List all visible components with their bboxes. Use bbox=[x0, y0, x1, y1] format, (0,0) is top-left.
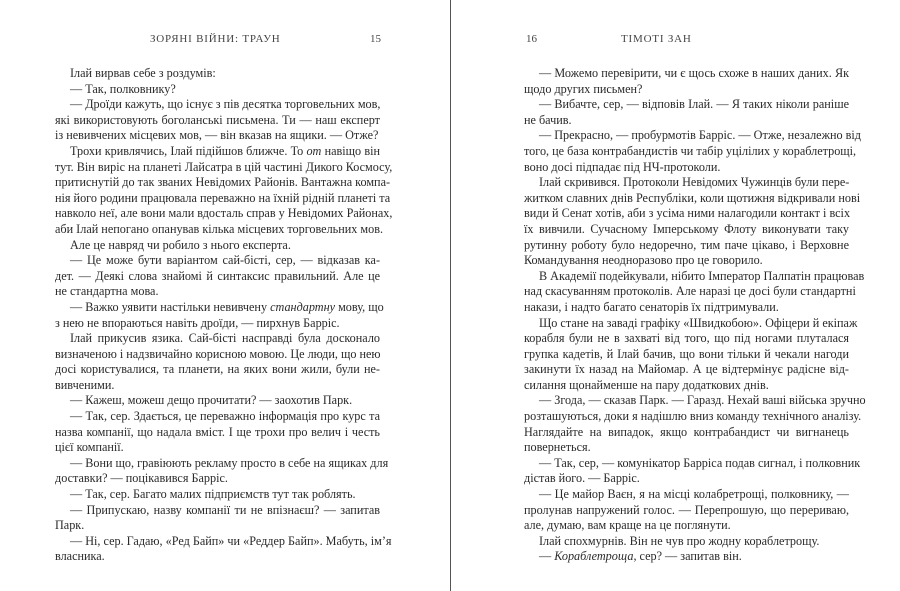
paragraph bbox=[524, 175, 861, 269]
paragraph bbox=[524, 268, 865, 316]
body-text bbox=[524, 66, 866, 565]
text-run: мову, що bbox=[335, 299, 384, 314]
text-line: — Можемо перевірити, чи є щось схоже в наших даних. Як bbox=[539, 66, 849, 80]
text-line: — Вибачте, сер, — відповів Ілай. — Я таких ніколи раніше bbox=[539, 97, 849, 112]
text-line: із невивчених місцевих мов, — він вказав на ящики. — Отже? bbox=[55, 128, 379, 143]
paragraph bbox=[524, 534, 849, 550]
text-line: — Так, сер. Здається, це переважно інформація про курс та bbox=[70, 409, 380, 424]
paragraph bbox=[55, 455, 389, 487]
text-line: Ілай спохмурнів. Він не чув про жодну кораблетрощу. bbox=[539, 533, 820, 548]
text-line: силання щонайменше на пару додаткових днів. bbox=[524, 377, 769, 392]
text-run: — Важко уявити настільки невивчену bbox=[70, 299, 271, 314]
text-line: — Ні, сер. Гадаю, «Ред Байп» чи «Реддер Байп». Мабуть, ім’я bbox=[70, 533, 392, 548]
paragraph bbox=[55, 299, 384, 331]
text-line: — Кажеш, можеш дещо прочитати? — заохотив Парк. bbox=[70, 393, 353, 408]
paragraph bbox=[524, 393, 866, 455]
text-line: власника. bbox=[55, 549, 105, 564]
paragraph bbox=[524, 315, 858, 394]
paragraph bbox=[55, 409, 380, 456]
text-line: тут. Він виріс на планеті Лайсатра в цій частині Дикого Космосу, bbox=[55, 159, 393, 174]
text-line: нія його родини працювала переважно на їхній рідній планеті та bbox=[55, 190, 391, 205]
text-line: — Це може бути варіантом сай-бісті, сер, — відказав ка- bbox=[70, 253, 380, 268]
text-run: — bbox=[539, 549, 555, 564]
text-line: В Академії подейкували, нібито Імператор Палпатін працював bbox=[539, 268, 865, 283]
text-run: навіщо він bbox=[321, 143, 380, 158]
paragraph bbox=[55, 66, 380, 82]
text-line: доставки? — поцікавився Барріс. bbox=[55, 471, 228, 486]
italic-text: Кораблетроща bbox=[554, 549, 634, 564]
text-line: — Згода, — сказав Парк. — Гаразд. Нехай ваші війська зручно bbox=[539, 393, 866, 408]
text-line: не бачив. bbox=[524, 112, 572, 127]
paragraph bbox=[55, 97, 380, 144]
text-line: які використовують боголанські письмена. Ти — наш експерт bbox=[55, 112, 380, 127]
text-line: — Припускаю, назву компанії ти не впізнаєш? — запитав bbox=[70, 502, 380, 517]
paragraph bbox=[55, 82, 380, 98]
text-line: повернеться. bbox=[524, 440, 591, 455]
text-line: — Так, сер, — комунікатор Барріса подав сигнал, і полковник bbox=[539, 455, 861, 470]
text-line: над скасуванням протоколів. Але наразі це досі були стандартні bbox=[524, 284, 856, 299]
text-line: Парк. bbox=[55, 518, 85, 533]
text-line: пролунав напружений голос. — Перепрошую, що перериваю, bbox=[524, 502, 849, 517]
page-number: 15 bbox=[370, 33, 381, 45]
text-line: Ілай прикусив язика. Сай-бісті насправді була досконало bbox=[70, 331, 380, 346]
paragraph bbox=[55, 533, 392, 565]
text-line: аби Ілай непогано опанував кілька місцевих торговельних мов. bbox=[55, 221, 384, 236]
text-line bbox=[55, 144, 380, 160]
text-line: щодо других письмен? bbox=[524, 81, 643, 96]
paragraph bbox=[524, 66, 849, 97]
text-line bbox=[55, 299, 384, 316]
text-line: житком славних днів Республіки, коли щотижня відкривали нові bbox=[524, 190, 861, 205]
paragraph bbox=[55, 393, 380, 409]
text-run: , сер? — запитав він. bbox=[633, 549, 742, 564]
text-line: Але це навряд чи робило з нього експерта. bbox=[70, 237, 291, 252]
text-line: розташуються, доки я надішлю вниз команду технічного аналізу. bbox=[524, 409, 862, 424]
text-line: не стандартна мова. bbox=[55, 284, 159, 299]
paragraph bbox=[524, 487, 849, 534]
text-run: Трохи кривлячись, Ілай підійшов ближче. То bbox=[70, 143, 307, 158]
page-number: 16 bbox=[526, 33, 537, 45]
text-line: їх вивчили. Сучасному Імперському Флоту виконувати таку bbox=[524, 221, 849, 236]
text-line: але, думаю, вам краще на це поглянути. bbox=[524, 518, 731, 533]
italic-text: стандартну bbox=[270, 299, 336, 314]
text-line: — Прекрасно, — пробурмотів Барріс. — Отже, незалежно від bbox=[539, 128, 862, 143]
paragraph bbox=[55, 331, 380, 393]
running-head: ТІМОТІ ЗАН bbox=[621, 33, 692, 45]
paragraph bbox=[524, 97, 849, 128]
text-line: накази, і надто багато сенаторів їх підтримували. bbox=[524, 299, 779, 314]
text-line: назва компанії, що надала вміст. І ще трохи про велич і честь bbox=[55, 424, 380, 439]
text-line: — Дроїди кажуть, що існує з пів десятка торговельних мов, bbox=[70, 97, 381, 112]
text-line: — Так, полковнику? bbox=[70, 81, 176, 96]
text-line: дет. — Деякі слова знайомі й синтаксис правильний. Але це bbox=[55, 268, 380, 283]
paragraph bbox=[524, 549, 849, 565]
text-line: Що стане на заваді графіку «Швидкобою». Офіцери й екіпаж bbox=[539, 315, 858, 330]
italic-text: от bbox=[306, 143, 322, 158]
paragraph bbox=[55, 487, 380, 503]
text-line: корабля були не в захваті від того, що під ногами плуталася bbox=[524, 331, 849, 346]
running-head: ЗОРЯНІ ВІЙНИ: ТРАУН bbox=[150, 33, 281, 45]
text-line: досі користувалися, та планети, на яких вони жили, були не- bbox=[55, 362, 380, 377]
text-line: Командування неодноразово про це говорило. bbox=[524, 253, 763, 268]
text-line: — Вони що, гравіюють рекламу просто в себе на ящиках для bbox=[70, 455, 389, 470]
text-line: воно досі підпадає під НЧ-протоколи. bbox=[524, 159, 721, 174]
text-line: закинути їх назад на Майомар. А це відтермінує радісне від- bbox=[524, 362, 849, 377]
text-line: з нею не впораються навіть дроїди, — пирхнув Барріс. bbox=[55, 315, 340, 330]
body-text bbox=[55, 66, 393, 565]
paragraph bbox=[55, 143, 393, 238]
text-line: дістав його. — Барріс. bbox=[524, 471, 640, 486]
paragraph bbox=[55, 253, 380, 300]
text-line: того, це база контрабандистів чи табір уцілілих у кораблетрощі, bbox=[524, 143, 857, 158]
paragraph bbox=[55, 238, 380, 254]
text-line: Ілай скривився. Протоколи Невідомих Чужинців були пере- bbox=[539, 175, 850, 190]
text-line: рутинну роботу було недоречно, тим паче цікаво, і Верховне bbox=[524, 237, 849, 252]
text-line: вивченими. bbox=[55, 377, 115, 392]
text-line: — Це майор Ваєн, я на місці колабретрощі, полковнику, — bbox=[539, 487, 849, 502]
text-line: групка кадетів, й Ілай бачив, що вони тільки й чекали нагоди bbox=[524, 346, 849, 361]
text-line: Ілай вирвав себе з роздумів: bbox=[70, 66, 216, 80]
text-line: навколо неї, але вони мали вдосталь справ у Невідомих Районах, bbox=[55, 206, 393, 221]
text-line: — Так, сер. Багато малих підприємств тут так роблять. bbox=[70, 487, 356, 502]
paragraph bbox=[524, 455, 861, 487]
text-line: цієї компанії. bbox=[55, 440, 124, 455]
text-line: визначеною і надзвичайно корисною мовою. Це люди, що нею bbox=[55, 346, 381, 361]
right-page bbox=[451, 0, 900, 591]
text-line bbox=[524, 549, 849, 565]
text-line: Наглядайте на випадок, якщо контрабандист чи вигнанець bbox=[524, 424, 849, 439]
paragraph bbox=[55, 503, 380, 534]
text-line: види й Сенат хотів, аби з усіма ними налагодили контакт і всіх bbox=[524, 206, 851, 221]
text-line: притиснутій до так званих Невідомих Районів. Вантажна компа- bbox=[55, 175, 391, 190]
paragraph bbox=[524, 128, 862, 175]
